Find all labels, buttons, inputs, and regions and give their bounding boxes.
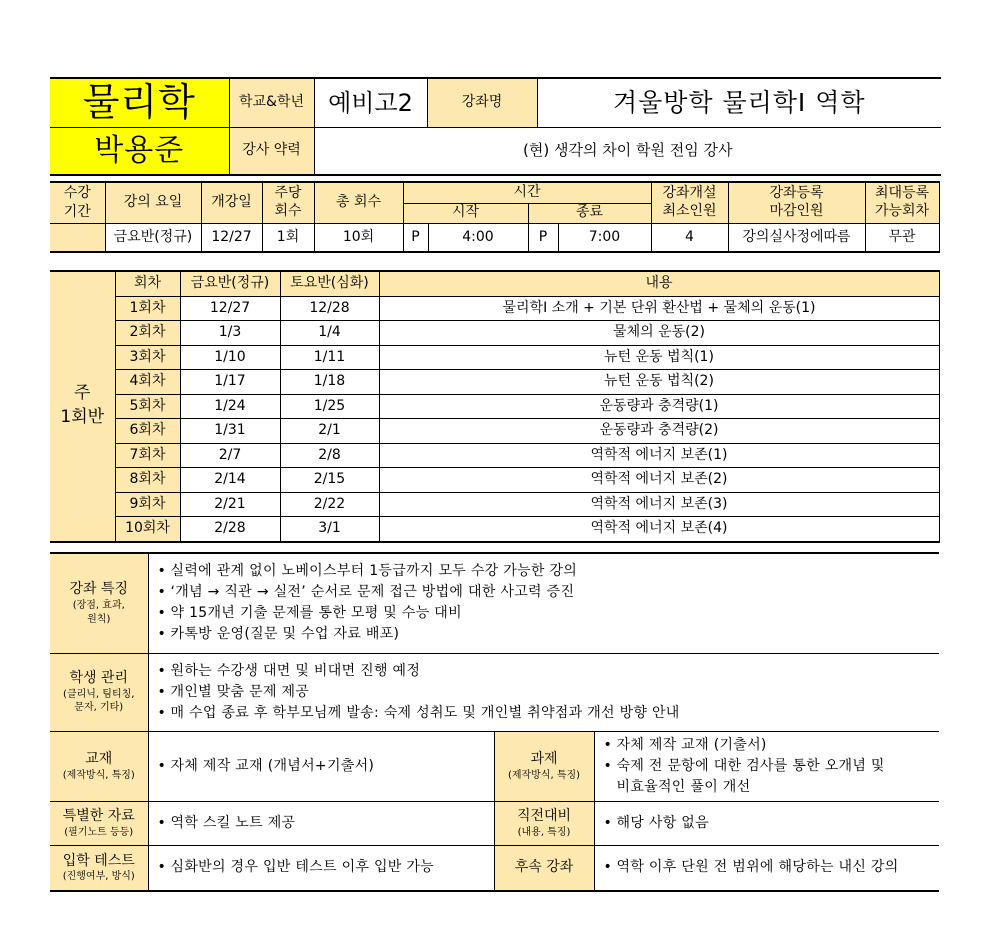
session-fri: 1/3: [180, 321, 280, 346]
header-table: [50, 77, 941, 176]
school-grade-label: 학교&학년: [229, 78, 314, 127]
table-row: [50, 345, 939, 370]
list-item: • 원하는 수강생 대면 및 비대면 진행 예정: [157, 661, 940, 682]
session-fri: 2/14: [180, 468, 280, 493]
list-item: • 자체 제작 교재 (기출서): [603, 735, 940, 756]
session-content: 역학적 에너지 보존(3): [379, 492, 939, 517]
course-name-label: 강좌명: [427, 78, 537, 127]
special-label: 특별한 자료 (필기노트 등등): [50, 801, 148, 845]
management-content: [148, 653, 939, 731]
max-header: 최대등록 가능회차: [865, 182, 939, 223]
special-content: [148, 801, 494, 845]
session-content: 역학적 에너지 보존(4): [379, 517, 939, 542]
prep-label: 직전대비 (내용, 특징): [494, 801, 594, 845]
homework-label: 과제 (제작방식, 특징): [494, 731, 594, 801]
start-time: 4:00: [428, 223, 528, 252]
entrance-label: 입학 테스트 (진행여부, 방식): [50, 845, 148, 891]
weekly-count-header: 주당 회수: [262, 182, 314, 223]
session-sat: 2/8: [280, 443, 379, 468]
list-item: • 개인별 맞춤 문제 제공: [157, 682, 940, 703]
max-value: 무관: [865, 223, 939, 252]
list-item: • 자체 제작 교재 (개념서+기출서): [157, 756, 494, 777]
session-content: 뉴턴 운동 법칙(2): [379, 370, 939, 395]
table-row: [50, 419, 939, 444]
total-header: 총 회수: [314, 182, 403, 223]
table-row: [50, 394, 939, 419]
content-header: 내용: [379, 271, 939, 296]
session-no: 5회차: [115, 394, 180, 419]
no-header: 회차: [115, 271, 180, 296]
session-sat: 1/11: [280, 345, 379, 370]
table-row: [50, 296, 939, 321]
session-sat: 1/4: [280, 321, 379, 346]
start-ampm: P: [403, 223, 428, 252]
list-item: • 해당 사항 없음: [603, 813, 940, 834]
session-sat: 2/22: [280, 492, 379, 517]
list-item: • 역학 이후 단원 전 범위에 해당하는 내신 강의: [603, 857, 940, 878]
session-sat: 1/18: [280, 370, 379, 395]
homework-content: [594, 731, 939, 801]
table-row: [50, 370, 939, 395]
session-content: 운동량과 충격량(2): [379, 419, 939, 444]
list-item: • 실력에 관계 없이 노베이스부터 1등급까지 모두 수강 가능한 강의: [157, 561, 940, 582]
session-no: 2회차: [115, 321, 180, 346]
end-ampm: P: [528, 223, 558, 252]
management-label: 학생 관리 (클리닉, 팀티칭, 문자, 기타): [50, 653, 148, 731]
features-label: 강좌 특징 (장점, 효과, 원칙): [50, 553, 148, 653]
list-item: • 숙제 전 문항에 대한 검사를 통한 오개념 및 비효율적인 풀이 개선: [603, 756, 940, 798]
total-value: 10회: [314, 223, 403, 252]
session-no: 3회차: [115, 345, 180, 370]
followup-label: 후속 강좌: [494, 845, 594, 891]
sessions-side-label: 주 1회반: [50, 271, 115, 542]
textbook-label: 교재 (제작방식, 특징): [50, 731, 148, 801]
table-row: [50, 492, 939, 517]
prep-content: [594, 801, 939, 845]
list-item: • 매 수업 종료 후 학부모님께 발송: 숙제 성취도 및 개인별 취약점과 개선 방향 안내: [157, 703, 940, 724]
session-fri: 1/24: [180, 394, 280, 419]
session-fri: 1/10: [180, 345, 280, 370]
session-content: 물리학I 소개 + 기본 단위 환산법 + 물체의 운동(1): [379, 296, 939, 321]
min-header: 강좌개설 최소인원: [651, 182, 728, 223]
career-value: (현) 생각의 차이 학원 전임 강사: [314, 127, 941, 175]
school-grade-value: 예비고2: [314, 78, 427, 127]
list-item: • 심화반의 경우 입반 테스트 이후 입반 가능: [157, 857, 494, 878]
list-item: • ‘개념 → 직관 → 실전’ 순서로 문제 접근 방법에 대한 사고력 증진: [157, 582, 940, 603]
table-row: [50, 517, 939, 542]
session-no: 7회차: [115, 443, 180, 468]
career-label: 강사 약력: [229, 127, 314, 175]
textbook-content: [148, 731, 494, 801]
session-no: 6회차: [115, 419, 180, 444]
deadline-value: 강의실사정에따름: [728, 223, 865, 252]
session-content: 운동량과 충격량(1): [379, 394, 939, 419]
start-date-value: 12/27: [201, 223, 262, 252]
start-header: 시작: [403, 203, 528, 223]
sessions-table: [50, 270, 940, 543]
period-label: 수강 기간: [50, 182, 105, 223]
list-item: • 약 15개년 기출 문제를 통한 모평 및 수능 대비: [157, 603, 940, 624]
session-content: 뉴턴 운동 법칙(1): [379, 345, 939, 370]
session-content: 물체의 운동(2): [379, 321, 939, 346]
table-row: [50, 443, 939, 468]
session-content: 역학적 에너지 보존(1): [379, 443, 939, 468]
session-fri: 1/17: [180, 370, 280, 395]
fri-header: 금요반(정규): [180, 271, 280, 296]
deadline-header: 강좌등록 마감인원: [728, 182, 865, 223]
list-item: • 카톡방 운영(질문 및 수업 자료 배포): [157, 624, 940, 645]
day-header: 강의 요일: [105, 182, 201, 223]
table-row: [50, 468, 939, 493]
period-label-cont: [50, 223, 105, 252]
session-no: 1회차: [115, 296, 180, 321]
day-value: 금요반(정규): [105, 223, 201, 252]
session-fri: 2/28: [180, 517, 280, 542]
end-header: 종료: [528, 203, 651, 223]
session-fri: 2/7: [180, 443, 280, 468]
weekly-count-value: 1회: [262, 223, 314, 252]
sat-header: 토요반(심화): [280, 271, 379, 296]
session-no: 10회차: [115, 517, 180, 542]
info-table: [50, 552, 939, 892]
time-header: 시간: [403, 182, 651, 203]
session-fri: 1/31: [180, 419, 280, 444]
session-sat: 1/25: [280, 394, 379, 419]
session-sat: 12/28: [280, 296, 379, 321]
schedule-table: [50, 181, 940, 253]
session-no: 4회차: [115, 370, 180, 395]
subject-title: 물리학: [50, 78, 229, 127]
session-no: 8회차: [115, 468, 180, 493]
list-item: • 역학 스킬 노트 제공: [157, 813, 494, 834]
session-fri: 2/21: [180, 492, 280, 517]
session-no: 9회차: [115, 492, 180, 517]
start-date-header: 개강일: [201, 182, 262, 223]
table-row: [50, 321, 939, 346]
features-content: [148, 553, 939, 653]
followup-content: [594, 845, 939, 891]
min-value: 4: [651, 223, 728, 252]
teacher-name: 박용준: [50, 127, 229, 175]
end-time: 7:00: [558, 223, 651, 252]
session-fri: 12/27: [180, 296, 280, 321]
course-name-value: 겨울방학 물리학I 역학: [537, 78, 941, 127]
session-content: 역학적 에너지 보존(2): [379, 468, 939, 493]
session-sat: 2/15: [280, 468, 379, 493]
entrance-content: [148, 845, 494, 891]
session-sat: 2/1: [280, 419, 379, 444]
session-sat: 3/1: [280, 517, 379, 542]
